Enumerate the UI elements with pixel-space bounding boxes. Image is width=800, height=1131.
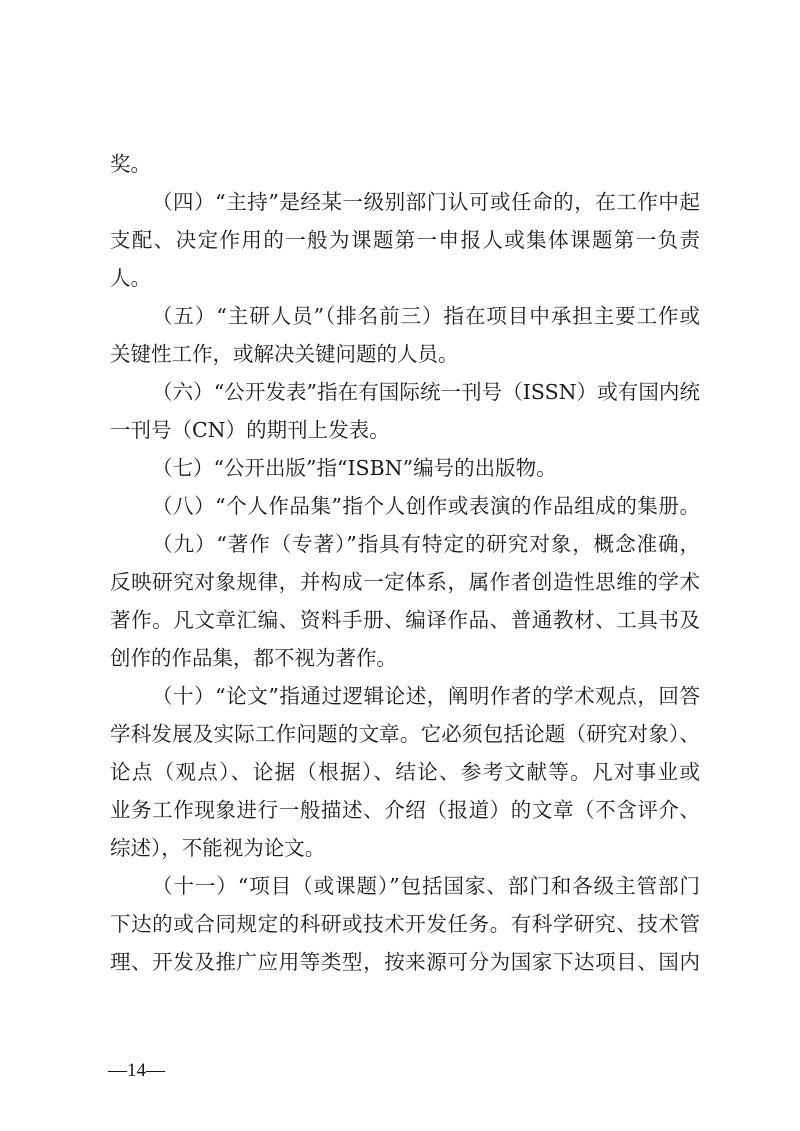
text-line: 综述），不能视为论文。 (110, 836, 326, 860)
text-line: 学科发展及实际工作问题的文章。它必须包括论题（研究对象）、 (110, 722, 700, 746)
text-line: （十一）“项目（或课题）”包括国家、部门和各级主管部门 (152, 874, 700, 898)
page-number: —14— (108, 1060, 165, 1081)
text-line: 著作。凡文章汇编、资料手册、编译作品、普通教材、工具书及 (110, 608, 700, 632)
text-line: 关键性工作，或解决关键问题的人员。 (110, 342, 459, 366)
text-line: 奖。 (110, 152, 151, 176)
text-line: 业务工作现象进行一般描述、介绍（报道）的文章（不含评介、 (110, 798, 700, 822)
text-line: 创作的作品集，都不视为著作。 (110, 646, 397, 670)
text-line: 支配、决定作用的一般为课题第一申报人或集体课题第一负责 (110, 228, 700, 252)
text-line: （九）“著作（专著）”指具有特定的研究对象，概念准确， (152, 532, 700, 556)
text-line: 人。 (110, 266, 151, 290)
text-line: （八）“个人作品集”指个人创作或表演的作品组成的集册。 (152, 494, 700, 518)
text-line: （五）“主研人员”（排名前三）指在项目中承担主要工作或 (152, 304, 700, 328)
text-line: （十）“论文”指通过逻辑论述，阐明作者的学术观点，回答 (152, 684, 700, 708)
text-line: 一刊号（CN）的期刊上发表。 (110, 418, 390, 442)
text-line: （六）“公开发表”指在有国际统一刊号（ISSN）或有国内统 (152, 380, 700, 404)
text-line: 理、开发及推广应用等类型，按来源可分为国家下达项目、国内 (110, 950, 700, 974)
text-line: 反映研究对象规律，并构成一定体系，属作者创造性思维的学术 (110, 570, 700, 594)
text-line: （四）“主持”是经某一级别部门认可或任命的，在工作中起 (152, 190, 700, 214)
text-line: 下达的或合同规定的科研或技术开发任务。有科学研究、技术管 (110, 912, 700, 936)
text-line: 论点（观点）、论据（根据）、结论、参考文献等。凡对事业或 (110, 760, 700, 784)
text-line: （七）“公开出版”指“ISBN”编号的出版物。 (152, 456, 557, 480)
